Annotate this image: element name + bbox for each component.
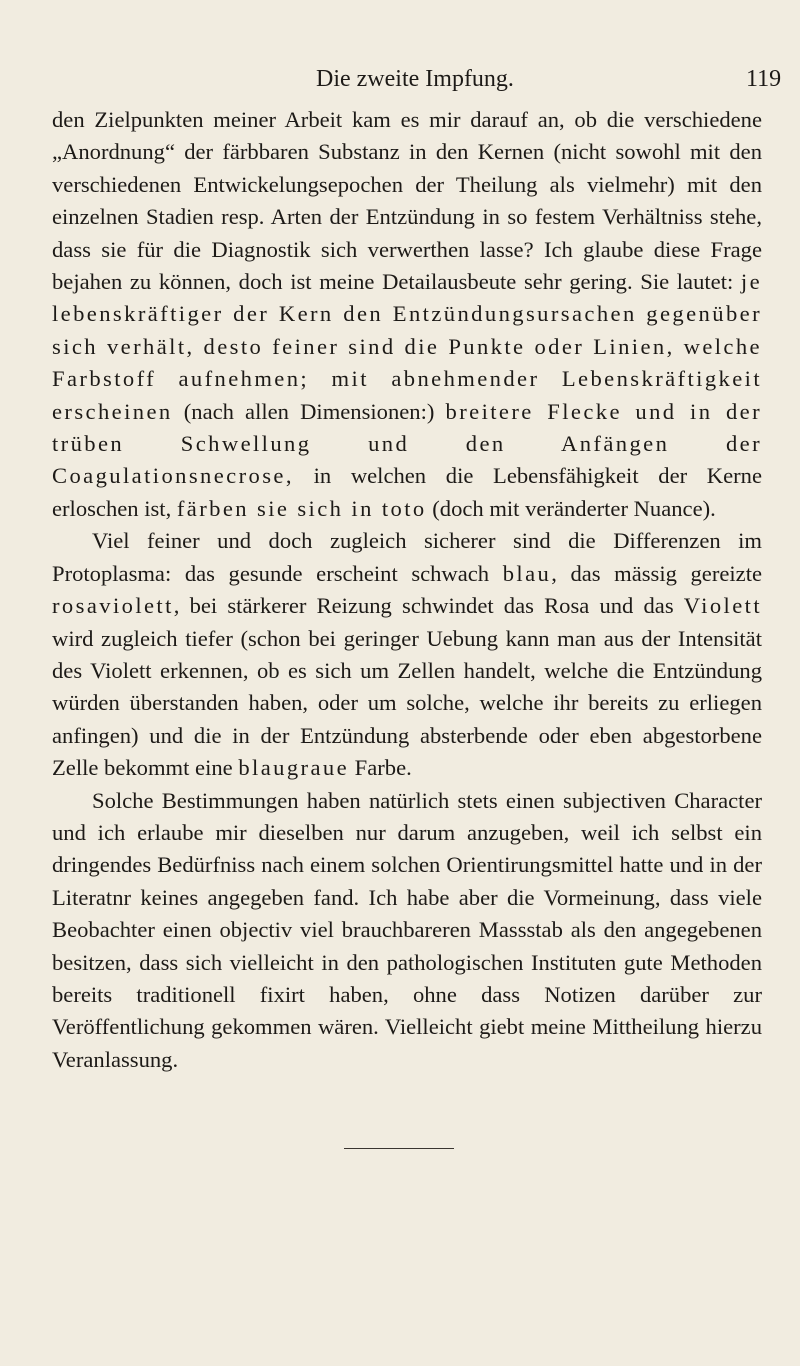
paragraph-2	[52, 525, 762, 784]
paragraph-1-text-c: (nach allen Dimensionen:)	[172, 398, 446, 424]
paragraph-3: Solche Bestimmungen haben natürlich stets einen subjectiven Character und ich erlaube mir dieselben nur darum anzugeben, weil ich selbst ein dringendes Bedürfniss nach einem solchen Orientirungsmittel hatte und in der Literatnr keines angegeben fand. Ich habe aber die Vormeinung, dass viele Beobachter einen objectiv viel brauchbareren Massstab als den angegebenen besitzen, dass sich vielleicht in den pathologischen Instituten gute Methoden bereits traditionell fixirt haben, ohne dass Notizen darüber zur Veröffentlichung gekommen wären. Vielleicht giebt meine Mittheilung hierzu Veranlassung.	[52, 787, 762, 1072]
emphasis-blaugraue: blaugraue	[238, 755, 350, 781]
running-head-title: Die zweite Impfung.	[316, 66, 514, 92]
paragraph-1	[52, 104, 762, 525]
running-head	[0, 66, 800, 96]
paragraph-1-text-e: in welchen die Lebensfähigkeit der Kerne erloschen ist,	[52, 463, 762, 521]
paragraph-2-text-c: , das mässig gereizte	[551, 560, 763, 586]
paragraph-2-text-e: , bei stärkerer Reizung schwindet das Rosa und das	[173, 593, 684, 619]
paragraph-1-text-g: (doch mit veränderter Nuance).	[426, 495, 716, 521]
page-number: 119	[746, 66, 782, 92]
paragraph-1-text-a: den Zielpunkten meiner Arbeit kam es mir darauf an, ob die verschiedene „Anordnung“ der färbbaren Substanz in den Kernen (nicht sowohl mit den verschiedenen Entwickelungsepochen der Theilung als vielmehr) mit den einzelnen Stadien resp. Arten der Entzündung in so festem Verhältniss stehe, dass sie für die Diagnostik sich verwerthen lasse? Ich glaube diese Frage bejahen zu können, doch ist meine Detailausbeute sehr gering. Sie lautet:	[52, 107, 762, 295]
paragraph-2-text-i: Farbe.	[349, 755, 412, 781]
paragraph-2-text-a: Viel feiner und doch zugleich sicherer sind die Differenzen im Protoplasma: das gesunde erscheint schwach	[52, 528, 762, 586]
body-text	[52, 104, 762, 1076]
paragraph-2-text-g: wird zugleich tiefer (schon bei geringer Uebung kann man aus der Intensität des Violett erkennen, ob es sich um Zellen handelt, welche die Entzündung würden überstanden haben, oder um solche, welche ihr bereits zu erliegen anfingen) und die in der Entzündung absterbende oder eben abgestorbene Zelle bekommt eine	[52, 625, 762, 781]
section-end-rule	[344, 1148, 454, 1149]
emphasis-blau: blau	[502, 560, 552, 586]
emphasis-breitere-flecke: breitere Flecke und in der trüben Schwellung und den Anfängen der Coagulationsnecrose,	[52, 398, 762, 489]
emphasis-in-toto: färben sie sich in toto	[176, 495, 427, 521]
emphasis-lebenskraft-rule: je lebenskräftiger der Kern den Entzündungsursachen gegenüber sich verhält, desto feiner sind die Punkte oder Linien, welche Farbstoff aufnehmen; mit abnehmender Lebenskräftigkeit erscheinen	[52, 269, 762, 424]
emphasis-violett: Violett	[683, 593, 762, 619]
emphasis-rosaviolett: rosaviolett	[52, 593, 174, 619]
